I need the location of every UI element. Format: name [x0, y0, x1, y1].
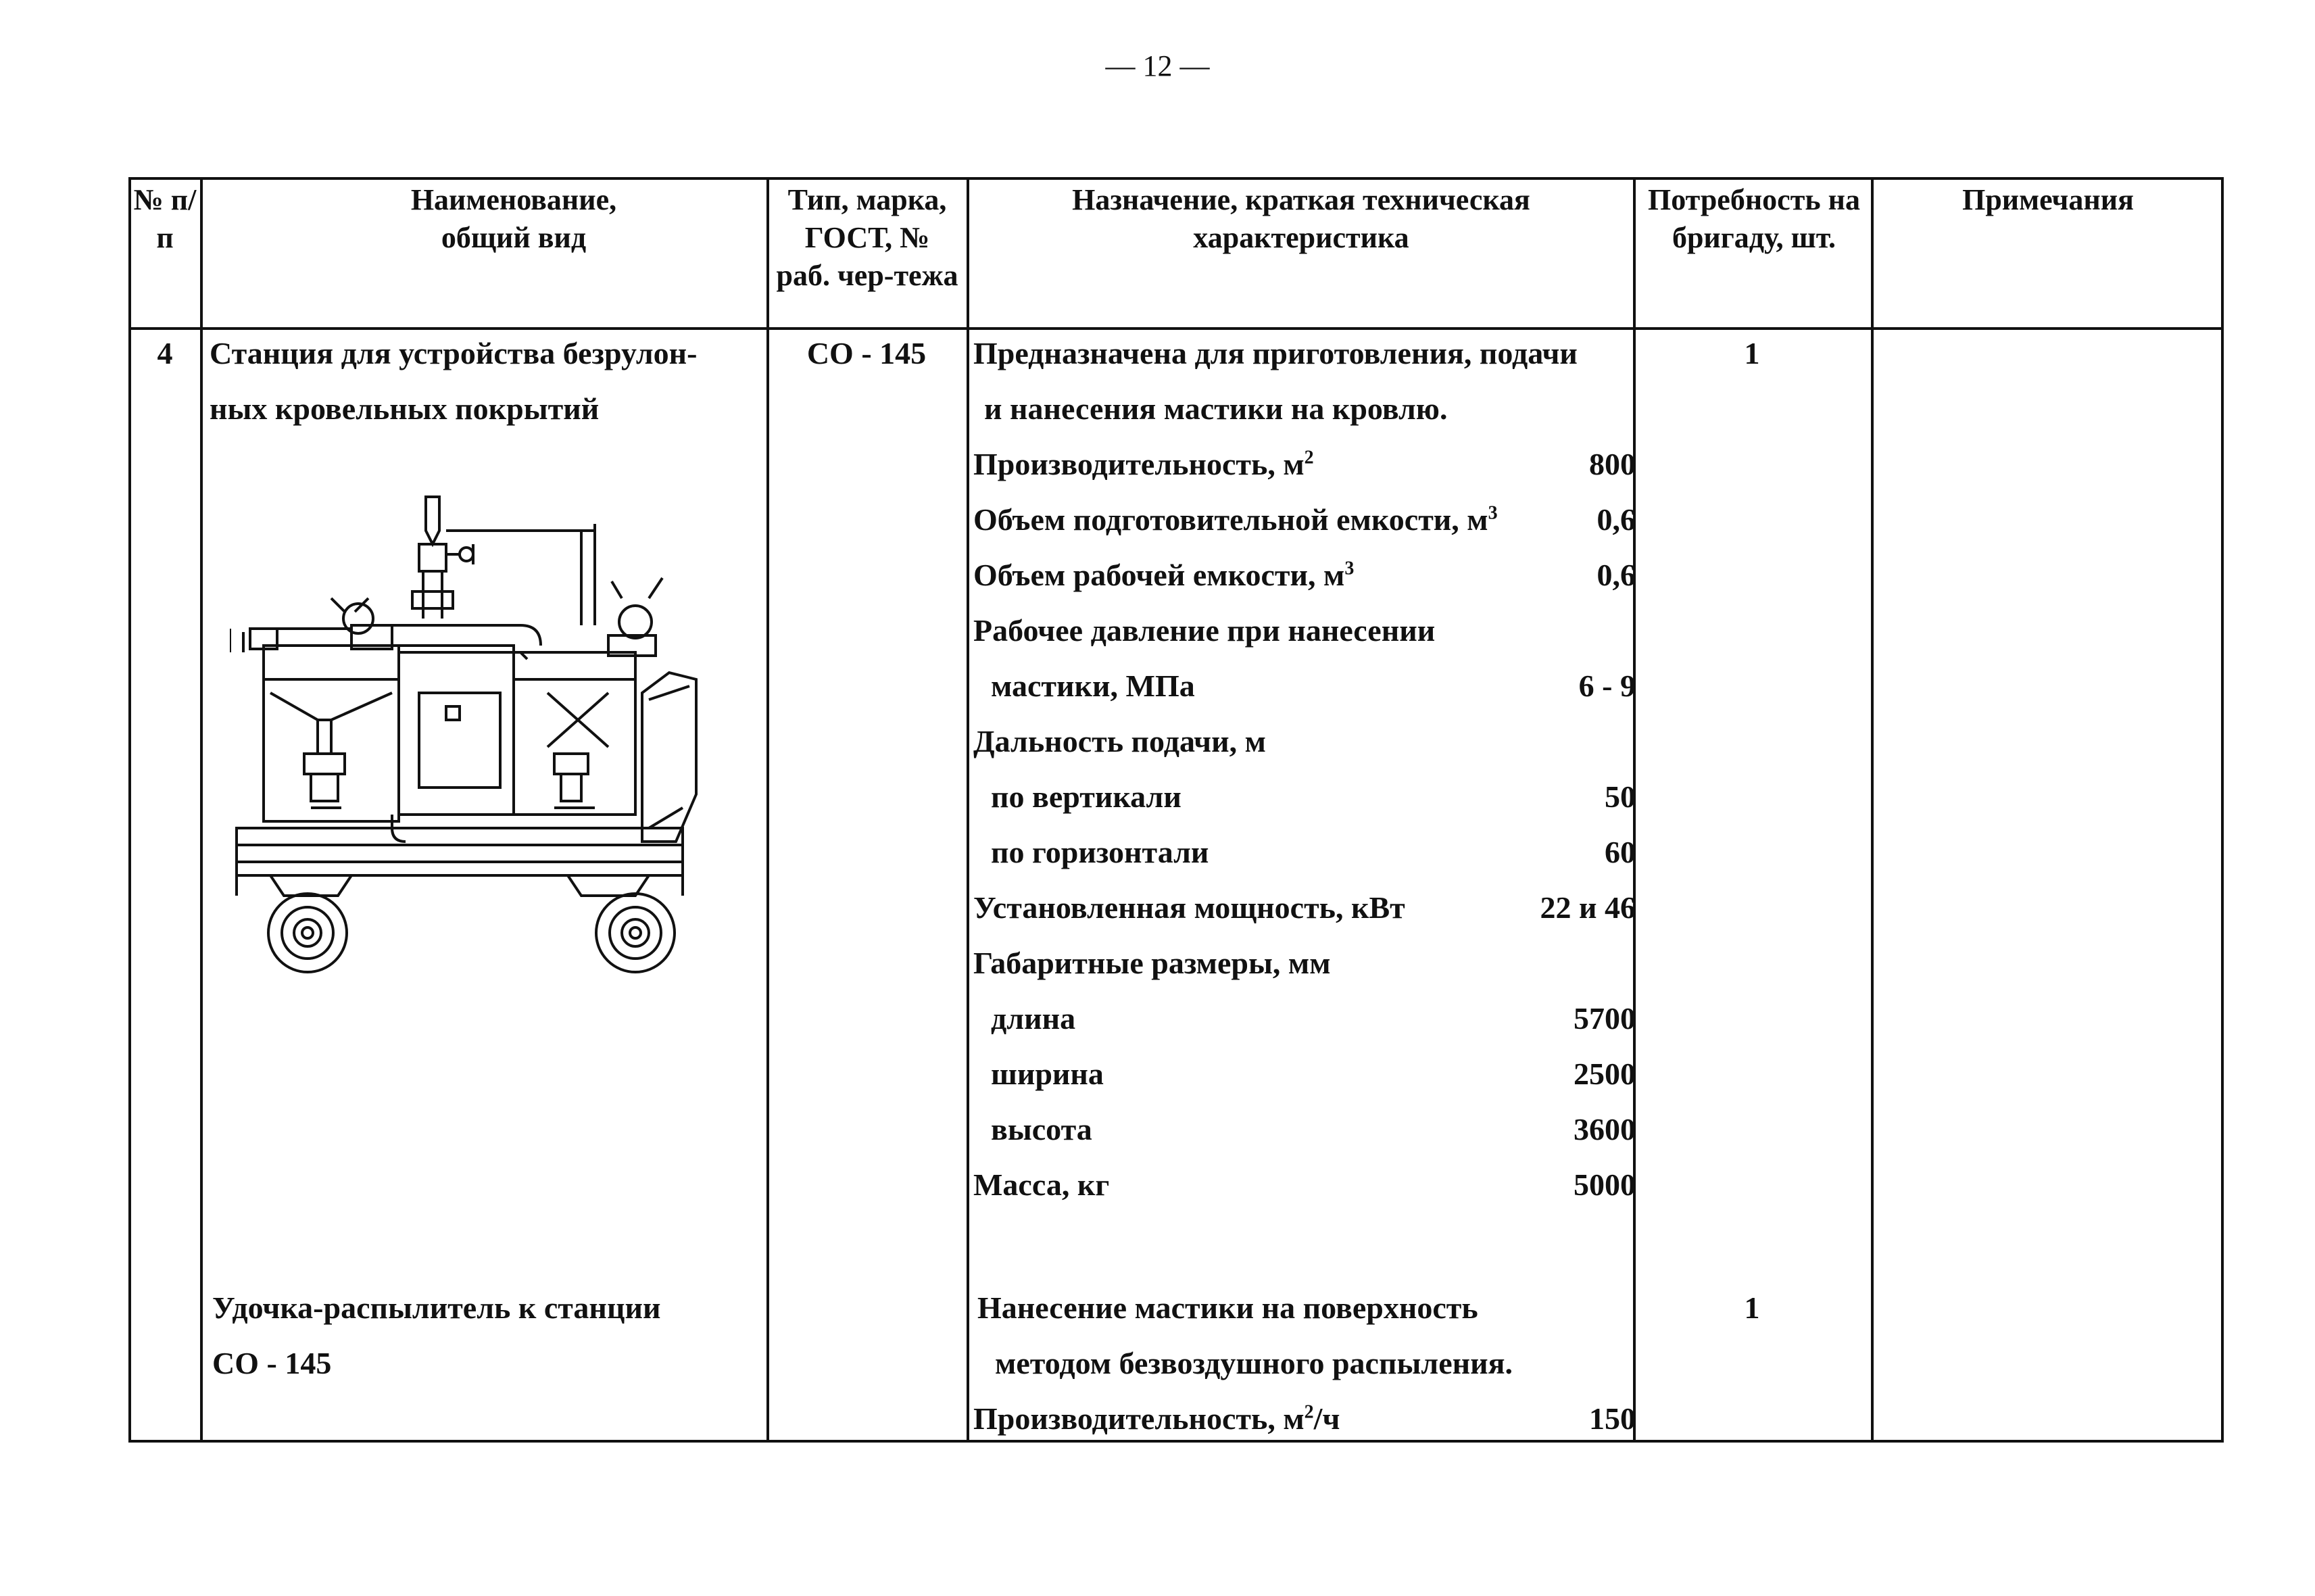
station-drawing — [230, 490, 750, 977]
spec-value: 60 — [1605, 835, 1636, 869]
need-qty: 1 — [1744, 336, 1760, 370]
spec-label: по горизонтали — [991, 835, 1209, 869]
spec-label: Объем рабочей емкости, $м^3$ — [973, 558, 1355, 592]
need-qty: 1 — [1744, 1290, 1760, 1325]
spec-row — [973, 437, 1636, 492]
spec-label: ширина — [991, 1057, 1104, 1091]
purpose-line2: и нанесения мастики на кровлю. — [984, 391, 1448, 426]
page-number: — 12 — — [1105, 49, 1210, 82]
spec-value: 3600 — [1574, 1112, 1636, 1146]
control-box — [399, 646, 514, 815]
spec-label: Установленная мощность, кВт — [973, 890, 1405, 925]
spec-row — [973, 603, 1636, 658]
spec-row — [973, 1046, 1636, 1102]
right-tank — [514, 652, 635, 815]
spec-row — [973, 991, 1636, 1046]
header-need: Потребность на бригаду, шт. — [1648, 183, 1860, 254]
header-purpose: Назначение, краткая техническая характеристика — [1072, 183, 1530, 254]
spec-row — [973, 492, 1636, 548]
col-divider-1 — [200, 177, 203, 1443]
spec-label: по вертикали — [991, 779, 1181, 814]
spec-value: 6 - 9 — [1578, 669, 1636, 703]
spec-row — [973, 1157, 1636, 1213]
purpose-line2: методом безвоздушного распыления. — [995, 1346, 1513, 1380]
spec-label: мастики, МПа — [991, 669, 1195, 703]
front-wheel — [268, 894, 347, 972]
header-notes: Примечания — [1962, 183, 2134, 216]
spec-row — [973, 880, 1636, 936]
item-name-line1: Удочка-распылитель к станции — [212, 1290, 661, 1325]
col-divider-3 — [967, 177, 969, 1443]
spec-label: длина — [991, 1001, 1076, 1036]
spec-row — [973, 936, 1636, 991]
spec-row — [973, 825, 1636, 880]
spec-row — [973, 769, 1636, 825]
spec-label: Габаритные размеры, мм — [973, 946, 1331, 980]
spec-row — [973, 1391, 1636, 1447]
spec-label: Производительность, $м^2$ — [973, 447, 1314, 481]
spec-value: 50 — [1605, 779, 1636, 814]
spec-value: 5000 — [1574, 1167, 1636, 1202]
col-divider-5 — [1871, 177, 1874, 1443]
spec-value: 2500 — [1574, 1057, 1636, 1091]
spec-row — [973, 714, 1636, 769]
spec-label: Рабочее давление при нанесении — [973, 613, 1436, 648]
rear-wheel — [596, 894, 675, 972]
spec-label: Объем подготовительной емкости, $м^3$ — [973, 502, 1498, 537]
item-name-line2: ных кровельных покрытий — [210, 391, 600, 426]
spec-row — [973, 658, 1636, 714]
spec-value: 5700 — [1574, 1001, 1636, 1036]
spec-label: Производительность, $м^2/ч$ — [973, 1401, 1340, 1436]
table-border-left — [128, 177, 131, 1443]
header-num: № п/п — [133, 183, 197, 254]
spec-value: 800 — [1589, 447, 1636, 481]
spec-row — [973, 1102, 1636, 1157]
spec-label: Масса, кг — [973, 1167, 1110, 1202]
purpose-line1: Предназначена для приготовления, подачи — [973, 336, 1578, 370]
item-name-line1: Станция для устройства безрулон- — [210, 336, 698, 370]
table-border-right — [2221, 177, 2224, 1443]
item-name-line2: СО - 145 — [212, 1346, 332, 1380]
spec-value: 22 и 46 — [1540, 890, 1636, 925]
spec-row — [973, 548, 1636, 603]
chassis-frame — [237, 828, 683, 875]
spec-label: высота — [991, 1112, 1092, 1146]
row-number: 4 — [157, 336, 173, 370]
purpose-line1: Нанесение мастики на поверхность — [977, 1290, 1478, 1325]
item-type: СО - 145 — [806, 336, 927, 370]
mast — [426, 497, 439, 544]
table-border-top — [128, 177, 2224, 180]
spec-value: 150 — [1589, 1401, 1636, 1436]
spec-value: 0,6 — [1597, 558, 1636, 592]
spec-value: 0,6 — [1597, 502, 1636, 537]
header-type: Тип, марка, ГОСТ, № раб. чер-тежа — [776, 183, 958, 292]
spec-label: Дальность подачи, м — [973, 724, 1266, 758]
header-name: Наименование, общий вид — [410, 183, 617, 254]
